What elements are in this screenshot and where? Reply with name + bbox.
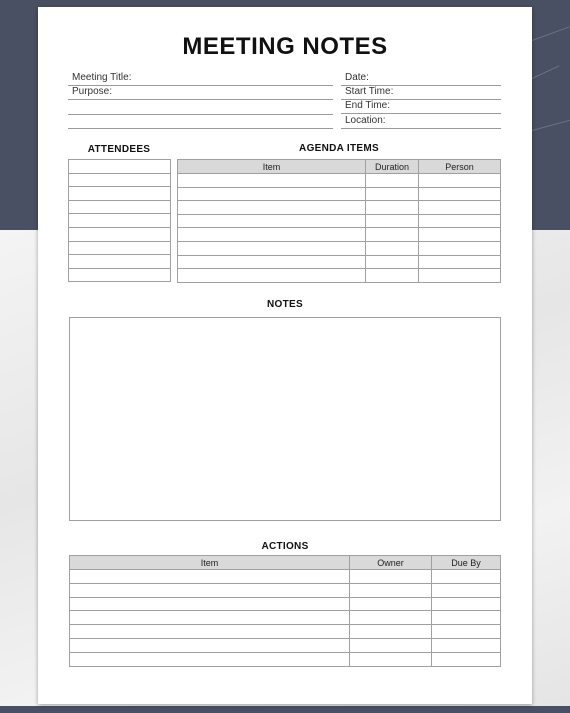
attendees-table	[68, 159, 171, 282]
end-time-field[interactable]	[341, 99, 501, 114]
actions-table	[69, 555, 501, 667]
actions-heading: ACTIONS	[261, 541, 309, 552]
end-time-label: End Time:	[345, 100, 391, 111]
page-title: MEETING NOTES	[182, 33, 388, 60]
date-label: Date:	[345, 72, 369, 83]
table-row[interactable]	[69, 187, 171, 201]
date-field[interactable]	[341, 71, 501, 86]
table-row[interactable]	[69, 173, 171, 187]
meeting-title-label: Meeting Title:	[72, 72, 132, 83]
column-header-due-by: Due By	[432, 556, 501, 570]
agenda-table	[177, 159, 501, 283]
purpose-field[interactable]	[68, 85, 333, 100]
background-bottom-strip	[0, 706, 570, 713]
table-row[interactable]	[70, 652, 501, 666]
table-row[interactable]	[178, 201, 501, 215]
table-row[interactable]	[178, 187, 501, 201]
table-row[interactable]	[178, 241, 501, 255]
column-header-item: Item	[178, 160, 366, 174]
table-row[interactable]	[178, 269, 501, 283]
agenda-header-row	[178, 160, 501, 174]
location-label: Location:	[345, 115, 386, 126]
location-field[interactable]	[341, 114, 501, 129]
table-row[interactable]	[69, 227, 171, 241]
column-header-owner: Owner	[350, 556, 432, 570]
table-row[interactable]	[70, 611, 501, 625]
table-row[interactable]	[70, 625, 501, 639]
start-time-field[interactable]	[341, 85, 501, 100]
column-header-duration: Duration	[366, 160, 419, 174]
table-row[interactable]	[69, 160, 171, 174]
column-header-person: Person	[419, 160, 501, 174]
notes-heading: NOTES	[267, 299, 303, 310]
purpose-extra-line[interactable]	[68, 114, 333, 115]
agenda-heading: AGENDA ITEMS	[299, 143, 379, 154]
notes-box[interactable]	[69, 317, 501, 521]
table-row[interactable]	[178, 174, 501, 188]
column-header-item: Item	[70, 556, 350, 570]
actions-header-row	[70, 556, 501, 570]
meeting-title-field[interactable]	[68, 71, 333, 86]
table-row[interactable]	[69, 214, 171, 228]
attendees-heading: ATTENDEES	[87, 144, 151, 155]
purpose-label: Purpose:	[72, 86, 113, 97]
table-row[interactable]	[69, 241, 171, 255]
meeting-notes-sheet	[38, 7, 532, 704]
table-row[interactable]	[69, 255, 171, 269]
table-row[interactable]	[178, 255, 501, 269]
table-row[interactable]	[70, 597, 501, 611]
start-time-label: Start Time:	[345, 86, 394, 97]
table-row[interactable]	[69, 200, 171, 214]
table-row[interactable]	[69, 268, 171, 282]
table-row[interactable]	[70, 638, 501, 652]
table-row[interactable]	[70, 583, 501, 597]
purpose-extra-line[interactable]	[68, 128, 333, 129]
table-row[interactable]	[178, 214, 501, 228]
table-row[interactable]	[178, 228, 501, 242]
table-row[interactable]	[70, 570, 501, 584]
